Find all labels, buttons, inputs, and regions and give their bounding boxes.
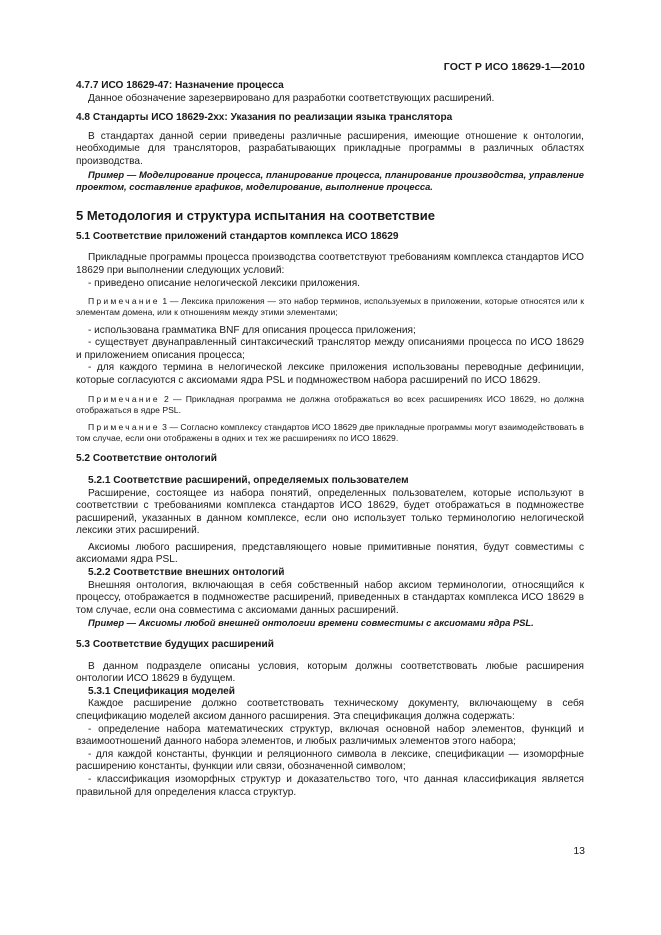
example-4-8: Пример — Моделирование процесса, планирование процесса, планирование производства, управление проектом, составление графиков, моделирование, выполнение процесса. — [76, 168, 584, 193]
note-3 — [76, 422, 584, 444]
document-code-header: ГОСТ Р ИСО 18629-1—2010 — [443, 61, 585, 73]
note-text: 1 — Лексика приложения — это набор терминов, используемых в приложении, которые относятся или к элементам домена, или к отношениям между этими элементами; — [76, 296, 584, 318]
example-5-2-2: Пример — Аксиомы любой внешней онтологии времени совместимы с аксиомами ядра PSL. — [88, 617, 534, 629]
note-text: 2 — Прикладная программа не должна отображаться во всех расширениях ИСО 18629, но должна отображаться в ядре PSL. — [76, 393, 584, 415]
list-item: - приведено описание нелогической лексики приложения. — [88, 277, 360, 289]
heading-4-7-7: 4.7.7 ИСО 18629-47: Назначение процесса — [76, 80, 284, 91]
heading-5-2-1: 5.2.1 Соответствие расширений, определяемых пользователем — [88, 474, 409, 486]
heading-5-2-2: 5.2.2 Соответствие внешних онтологий — [88, 567, 285, 579]
paragraph-5-3: В данном подразделе описаны условия, которым должны соответствовать любые расширения онтологии ИСО 18629 в будущем. — [76, 660, 584, 685]
paragraph-5-3-1: Каждое расширение должно соответствовать техническому документу, включающему в себя спецификацию моделей аксиом данного расширения. Эта спецификация должна содержать: — [76, 698, 584, 722]
note-label: Примечание — [88, 393, 160, 404]
paragraph-5-2-2: Внешняя онтология, включающая в себя собственный набор аксиом терминологии, относящийся к процессу, отображается в подмножестве расширений, приведенных в стандартах комплекса ИСО 18629 в том случае, если она совместима с аксиомами данных расширений. — [76, 579, 584, 616]
note-text: 3 — Согласно комплексу стандартов ИСО 18629 две прикладные программы могут взаимодействовать в том случае, если они отображены в одних и тех же расширениях по ИСО 18629. — [76, 421, 584, 444]
list-item: - классификация изоморфных структур и доказательство того, что данная классификация является правильной для определения класса структур. — [76, 773, 584, 798]
list-item: - для каждой константы, функции и реляционного символа в лексике, спецификации — изоморфные расширению константы, функции или связи, обозначенной символом; — [76, 748, 584, 773]
note-1 — [76, 296, 584, 318]
paragraph-4-7-7: Данное обозначение зарезервировано для разработки соответствующих расширений. — [88, 92, 495, 104]
page-content — [76, 80, 584, 799]
list-item: - использована грамматика BNF для описания процесса приложения; — [88, 324, 416, 336]
heading-5-2: 5.2 Соответствие онтологий — [76, 453, 217, 465]
heading-5-3-1: 5.3.1 Спецификация моделей — [88, 685, 235, 697]
heading-section-5: 5 Методология и структура испытания на соответствие — [76, 207, 435, 223]
note-label: Примечание — [88, 421, 160, 432]
paragraph-5-2-1-a: Расширение, состоящее из набора понятий, определенных пользователем, которые используют в соответствии с требованиями комплекса стандартов ИСО 18629, будет отображаться в подмножестве расширений, указанных в данном комплексе, если оно использует только терминологию нелогической лексики этих расширений. — [76, 487, 584, 537]
list-item: - для каждого термина в нелогической лексике приложения использованы переводные дефиниции, которые согласуются с аксиомами ядра PSL и подмножеством набора расширений по ИСО 18629. — [76, 362, 584, 386]
paragraph-5-1-intro: Прикладные программы процесса производства соответствуют требованиям комплекса стандартов ИСО 18629 при выполнении следующих условий: — [76, 252, 584, 276]
note-label: Примечание — [88, 296, 160, 307]
heading-5-1: 5.1 Соответствие приложений стандартов комплекса ИСО 18629 — [76, 230, 399, 242]
page-number: 13 — [573, 845, 585, 857]
list-item: - существует двунаправленный синтаксический транслятор между описаниями процесса по ИСО 18629 и приложением описания процесса; — [76, 337, 584, 361]
list-item: - определение набора математических структур, включая основной набор элементов, функций и взаимоотношений данного набора элементов, и любых различимых элементов этого набора; — [76, 723, 584, 748]
paragraph-5-2-1-b: Аксиомы любого расширения, представляющего новые примитивные понятия, будут совместимы с аксиомами ядра PSL. — [76, 541, 584, 566]
note-2 — [76, 394, 584, 416]
paragraph-4-8: В стандартах данной серии приведены различные расширения, имеющие отношение к онтологии, необходимые для трансляторов, разрабатывающих прикладные программы в различных областях производства. — [76, 130, 584, 167]
heading-4-8: 4.8 Стандарты ИСО 18629-2хх: Указания по реализации языка транслятора — [76, 112, 453, 124]
heading-5-3: 5.3 Соответствие будущих расширений — [76, 639, 274, 651]
